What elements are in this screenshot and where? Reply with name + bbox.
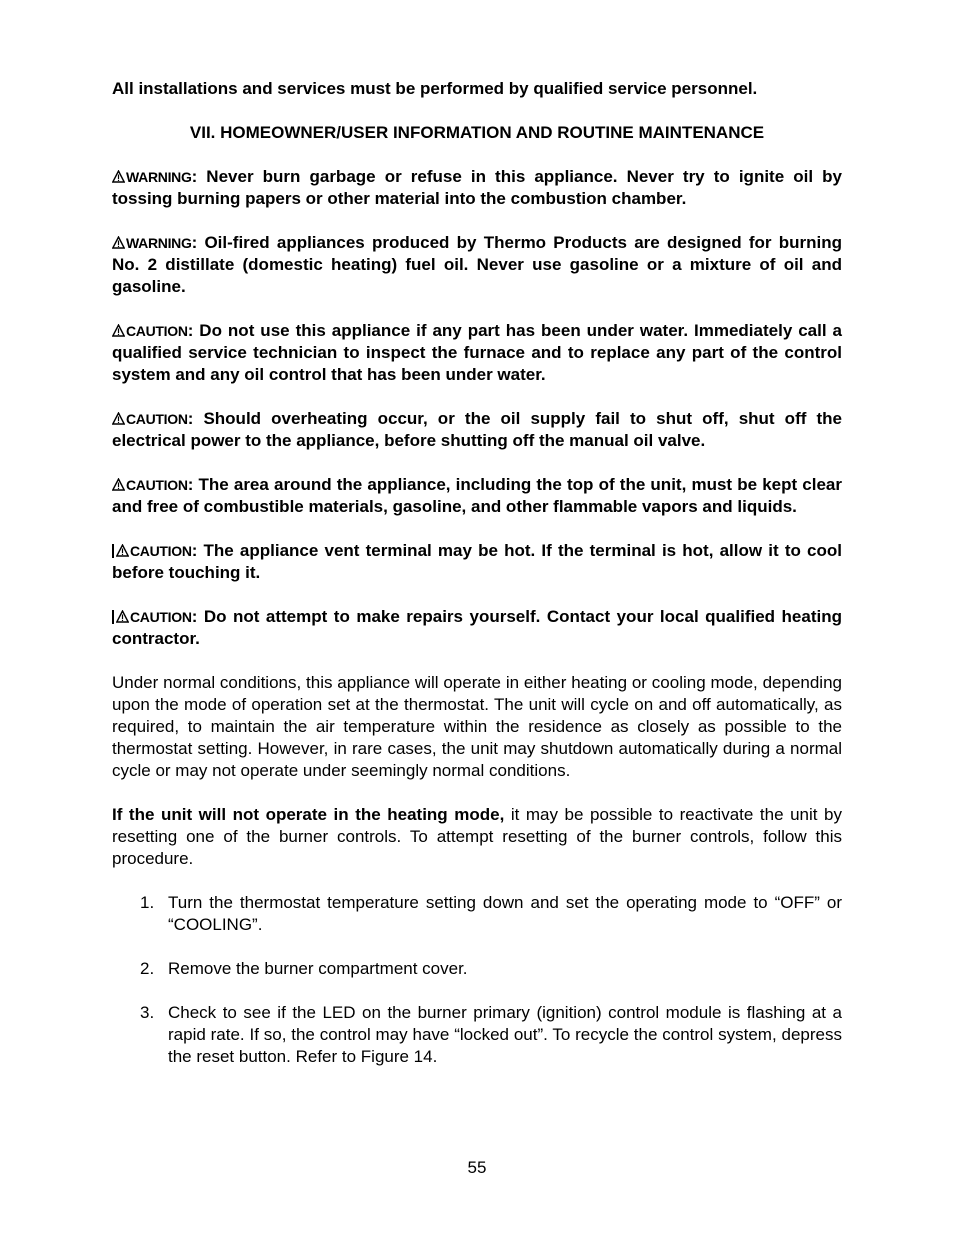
warning-label: WARNING (126, 235, 192, 251)
step-text: Turn the thermostat temperature setting down and set the operating mode to “OFF” or “COOLING”. (168, 893, 842, 934)
caution-notice-3 (112, 474, 842, 518)
warning-label: WARNING (126, 169, 192, 185)
caution-notice-4 (112, 540, 842, 584)
caution-triangle-icon (116, 610, 129, 623)
caution-triangle-icon (112, 324, 125, 337)
notice-text: : The area around the appliance, including the top of the unit, must be kept clear and free of combustible materials, gasoline, and other flammable vapors and liquids. (112, 475, 842, 516)
list-item (112, 892, 842, 936)
notice-text: : Never burn garbage or refuse in this appliance. Never try to ignite oil by tossing burning papers or other material into the combustion chamber. (112, 167, 842, 208)
notice-text: : Do not use this appliance if any part has been under water. Immediately call a qualified service technician to inspect the furnace and to replace any part of the control system and any oil control that has been under water. (112, 321, 842, 384)
warning-notice-2 (112, 232, 842, 298)
page-number: 55 (467, 1158, 487, 1177)
caution-triangle-icon (112, 412, 125, 425)
step-text: Check to see if the LED on the burner primary (ignition) control module is flashing at a rapid rate. If so, the control may have “locked out”. To recycle the control system, depress the reset button. Refer to Figure 14. (168, 1003, 842, 1066)
caution-triangle-icon (112, 478, 125, 491)
caution-label: CAUTION (130, 609, 192, 625)
caution-notice-2 (112, 408, 842, 452)
heating-mode-text: it may be possible to reactivate the unit by resetting one of the burner controls. To attempt resetting of the burner controls, follow this procedure. (112, 805, 842, 868)
hot-surface-bar-icon (112, 610, 114, 624)
reset-procedure-list (112, 892, 842, 1068)
warning-triangle-icon (112, 236, 125, 249)
caution-label: CAUTION (126, 323, 188, 339)
step-text: Remove the burner compartment cover. (168, 959, 468, 978)
notice-text: : Do not attempt to make repairs yourself. Contact your local qualified heating contractor. (112, 607, 842, 648)
list-item (112, 1002, 842, 1068)
notice-text: : The appliance vent terminal may be hot. If the terminal is hot, allow it to cool before touching it. (112, 541, 842, 582)
caution-notice-1 (112, 320, 842, 386)
hot-surface-bar-icon (112, 544, 114, 558)
caution-label: CAUTION (126, 411, 188, 427)
notice-text: : Oil-fired appliances produced by Thermo Products are designed for burning No. 2 distillate (domestic heating) fuel oil. Never use gasoline or a mixture of oil and gasoline. (112, 233, 842, 296)
document-page (112, 78, 842, 1090)
warning-notice-1 (112, 166, 842, 210)
normal-operation-paragraph: Under normal conditions, this appliance will operate in either heating or cooling mode, depending upon the mode of operation set at the thermostat. The unit will cycle on and off automatically, as required, to maintain the air temperature within the residence as closely as possible to the thermostat setting. However, in rare cases, the unit may shutdown automatically during a normal cycle or may not operate under seemingly normal conditions. (112, 673, 842, 780)
caution-label: CAUTION (126, 477, 188, 493)
step-number: 3. (140, 1003, 155, 1022)
heating-mode-lead: If the unit will not operate in the heating mode, (112, 805, 505, 824)
caution-notice-5 (112, 606, 842, 650)
caution-triangle-icon (116, 544, 129, 557)
step-number: 2. (140, 959, 155, 978)
section-title: VII. HOMEOWNER/USER INFORMATION AND ROUTINE MAINTENANCE (189, 123, 765, 142)
caution-label: CAUTION (130, 543, 192, 559)
notice-text: : Should overheating occur, or the oil supply fail to shut off, shut off the electrical power to the appliance, before shutting off the manual oil valve. (112, 409, 842, 450)
list-item (112, 958, 842, 980)
heating-mode-paragraph (112, 804, 842, 870)
warning-triangle-icon (112, 170, 125, 183)
intro-statement: All installations and services must be performed by qualified service personnel. (112, 79, 758, 98)
step-number: 1. (140, 893, 155, 912)
